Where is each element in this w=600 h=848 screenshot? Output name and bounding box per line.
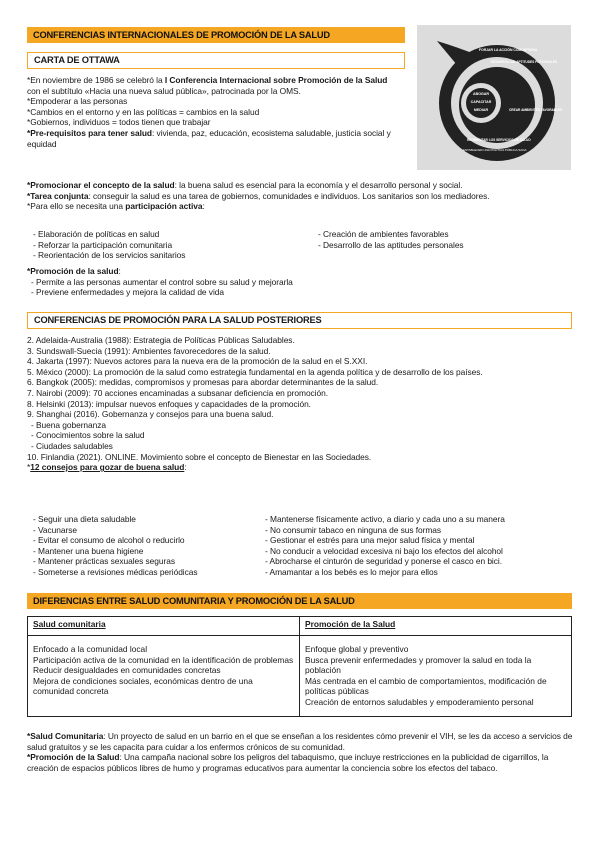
table-header-comunitaria: Salud comunitaria xyxy=(28,617,300,636)
logo-ring2: DESARROLLAR APTITUDES PERSONALES xyxy=(491,60,558,64)
consejo-item: - Amamantar a los bebés es lo mejor para ellos xyxy=(265,566,438,577)
conference-item: 4. Jakarta (1997): Nuevos actores para la nueva era de la promoción de la salud en el S.XXI. xyxy=(27,356,368,367)
conference-item: 7. Nairobi (2009): 70 acciones encaminadas a subsanar deficiencia en promoción. xyxy=(27,387,328,398)
participation-right: - Creación de ambientes favorables - Desarrollo de las aptitudes personales xyxy=(318,229,464,250)
consejo-item: - Mantenerse físicamente activo, a diario y cada uno a su manera xyxy=(265,514,505,524)
ottawa-intro: *En noviembre de 1986 se celebró la I Conferencia Internacional sobre Promoción de la Salud con el subtítulo «Hacia una nueva salud pública», patrocinada por la OMS. *Empoderar a las personas *Cambios en el entorno y en las políticas = cambios en la salud *Gobiernos, individuos = todos tienen que trabajar *Pre-requisitos para tener salud: vivienda, paz, educación, ecosistema saludable, justicia social y equidad xyxy=(27,75,402,149)
consejo-item: - Mantener prácticas sexuales seguras xyxy=(33,556,175,567)
consejo-item: - Gestionar el estrés para una mejor salud física y mental xyxy=(265,535,475,546)
logo-ring1: FORJAR LA ACCIÓN COMUNITARIA xyxy=(479,48,538,52)
example-promocion: *Promoción de la Salud: Una campaña nacional sobre los peligros del tabaquismo, que incluye restricciones en la publicidad de cigarrillos, la creación de espacios públicos libres de humo y programas educativos para aumentar la conciencia sobre los efectos del tabaco. xyxy=(27,752,549,773)
conference-item: 9. Shanghai (2016). Gobernanza y consejos para una buena salud. xyxy=(27,409,274,420)
ottawa-body: *Promocionar el concepto de la salud: la buena salud es esencial para la economía y el desarrollo personal y social. *Tarea conjunta: conseguir la salud es una tarea de gobiernos, comunidades e individuos. Los sanitarios son los mediadores. *Para ello se necesita una participación activa: xyxy=(27,180,490,212)
conference-item: 8. Helsinki (2013): impulsar nuevos enfoques y capacidades de la promoción. xyxy=(27,398,311,409)
conferences-list xyxy=(27,335,577,473)
conference-item: 2. Adelaida-Australia (1988): Estrategia de Políticas Públicas Saludables. xyxy=(27,335,295,345)
consejos-title: *12 consejos para gozar de buena salud: xyxy=(27,462,187,473)
section-header-diferencias: DIFERENCIAS ENTRE SALUD COMUNITARIA Y PROMOCIÓN DE LA SALUD xyxy=(27,593,572,609)
consejos-right xyxy=(265,514,577,578)
example-comunitaria: *Salud Comunitaria: Un proyecto de salud en un barrio en el que se enseñan a los residentes cómo prevenir el VIH, se les da acceso a servicios de salud gratuitos y se les capacita para cuidar a los enfermos crónicos de su comunidad. xyxy=(27,731,573,752)
consejos-left xyxy=(29,514,268,578)
consejo-item: - Seguir una dieta saludable xyxy=(33,514,136,524)
comparison-table xyxy=(27,616,572,717)
ottawa-promocion: *Promoción de la salud: - Permite a las personas aumentar el control sobre su salud y mejorarla - Previene enfermedades y mejora la calidad de vida xyxy=(27,266,293,298)
shanghai-item: - Conocimientos sobre la salud xyxy=(31,430,145,441)
logo-capacitar: CAPACITAR xyxy=(470,100,492,104)
logo-r1: CREAR AMBIENTES FAVORABLES xyxy=(509,108,563,112)
ottawa-logo xyxy=(417,25,571,170)
consejo-item: - Someterse a revisiones médicas periódicas xyxy=(33,566,198,577)
shanghai-item: - Buena gobernanza xyxy=(31,419,106,430)
consejo-item: - Vacunarse xyxy=(33,524,77,535)
ottawa-logo-graphic xyxy=(417,25,571,170)
examples xyxy=(27,731,575,773)
shanghai-item: - Ciudades saludables xyxy=(31,440,113,451)
section-header-ottawa: CARTA DE OTTAWA xyxy=(27,52,405,69)
consejo-item: - Abrocharse el cinturón de seguridad y ponerse el casco en bici. xyxy=(265,556,502,567)
participation-left: - Elaboración de políticas en salud - Reforzar la participación comunitaria - Reorientación de los servicios sanitarios xyxy=(33,229,186,261)
table-header-promocion: Promoción de la Salud xyxy=(300,617,572,636)
consejo-item: - No consumir tabaco en ninguna de sus formas xyxy=(265,524,442,535)
conference-item: 5. México (2000): La promoción de la salud como estrategia fundamental en la agenda política y de desarrollo de los países. xyxy=(27,366,483,377)
consejo-item: - No conducir a velocidad excesiva ni bajo los efectos del alcohol xyxy=(265,545,503,556)
conference-item: 6. Bangkok (2005): medidas, compromisos y promesas para abordar determinantes de la salud. xyxy=(27,377,379,388)
consejo-item: - Mantener una buena higiene xyxy=(33,545,144,556)
logo-abogar: ABOGAR xyxy=(473,92,489,96)
section-header-conferencias: CONFERENCIAS INTERNACIONALES DE PROMOCIÓN DE LA SALUD xyxy=(27,27,405,43)
logo-mediar: MEDIAR xyxy=(473,108,489,112)
ottawa-line: *Cambios en el entorno y en las políticas = cambios en la salud xyxy=(27,106,260,117)
table-cell-comunitaria: Enfocado a la comunidad local Participación activa de la comunidad en la identificación de problemas Reducir desigualdades en comunidades concretas Mejora de condiciones sociales, económicas dentro de una comunidad concreta xyxy=(28,636,300,717)
table-cell-promocion: Enfoque global y preventivo Busca prevenir enfermedades y promover la salud en toda la población Más centrada en el cambio de comportamientos, modificación de políticas públicas Creación de entornos saludables y empoderamiento personal xyxy=(300,636,572,717)
logo-r2: REORIENTAR LOS SERVICIOS DE SALUD xyxy=(467,138,531,142)
section-header-posteriores: CONFERENCIAS DE PROMOCIÓN PARA LA SALUD POSTERIORES xyxy=(27,312,572,329)
conference-item: 3. Sundswall-Suecia (1991): Ambientes favorecedores de la salud. xyxy=(27,345,271,356)
ottawa-line: *Gobiernos, individuos = todos tienen que trabajar xyxy=(27,117,211,128)
ottawa-line: *Empoderar a las personas xyxy=(27,96,128,107)
ottawa-line: *Pre-requisitos para tener salud: vivienda, paz, educación, ecosistema saludable, justicia social y equidad xyxy=(27,127,391,149)
consejo-item: - Evitar el consumo de alcohol o reducirlo xyxy=(33,535,185,546)
logo-r3: ESTABLECER UNA POLÍTICA PÚBLICA SANA xyxy=(463,148,527,152)
conference-item: 10. Finlandia (2021). ONLINE. Movimiento sobre el concepto de Bienestar en las Sociedades. xyxy=(27,451,372,462)
